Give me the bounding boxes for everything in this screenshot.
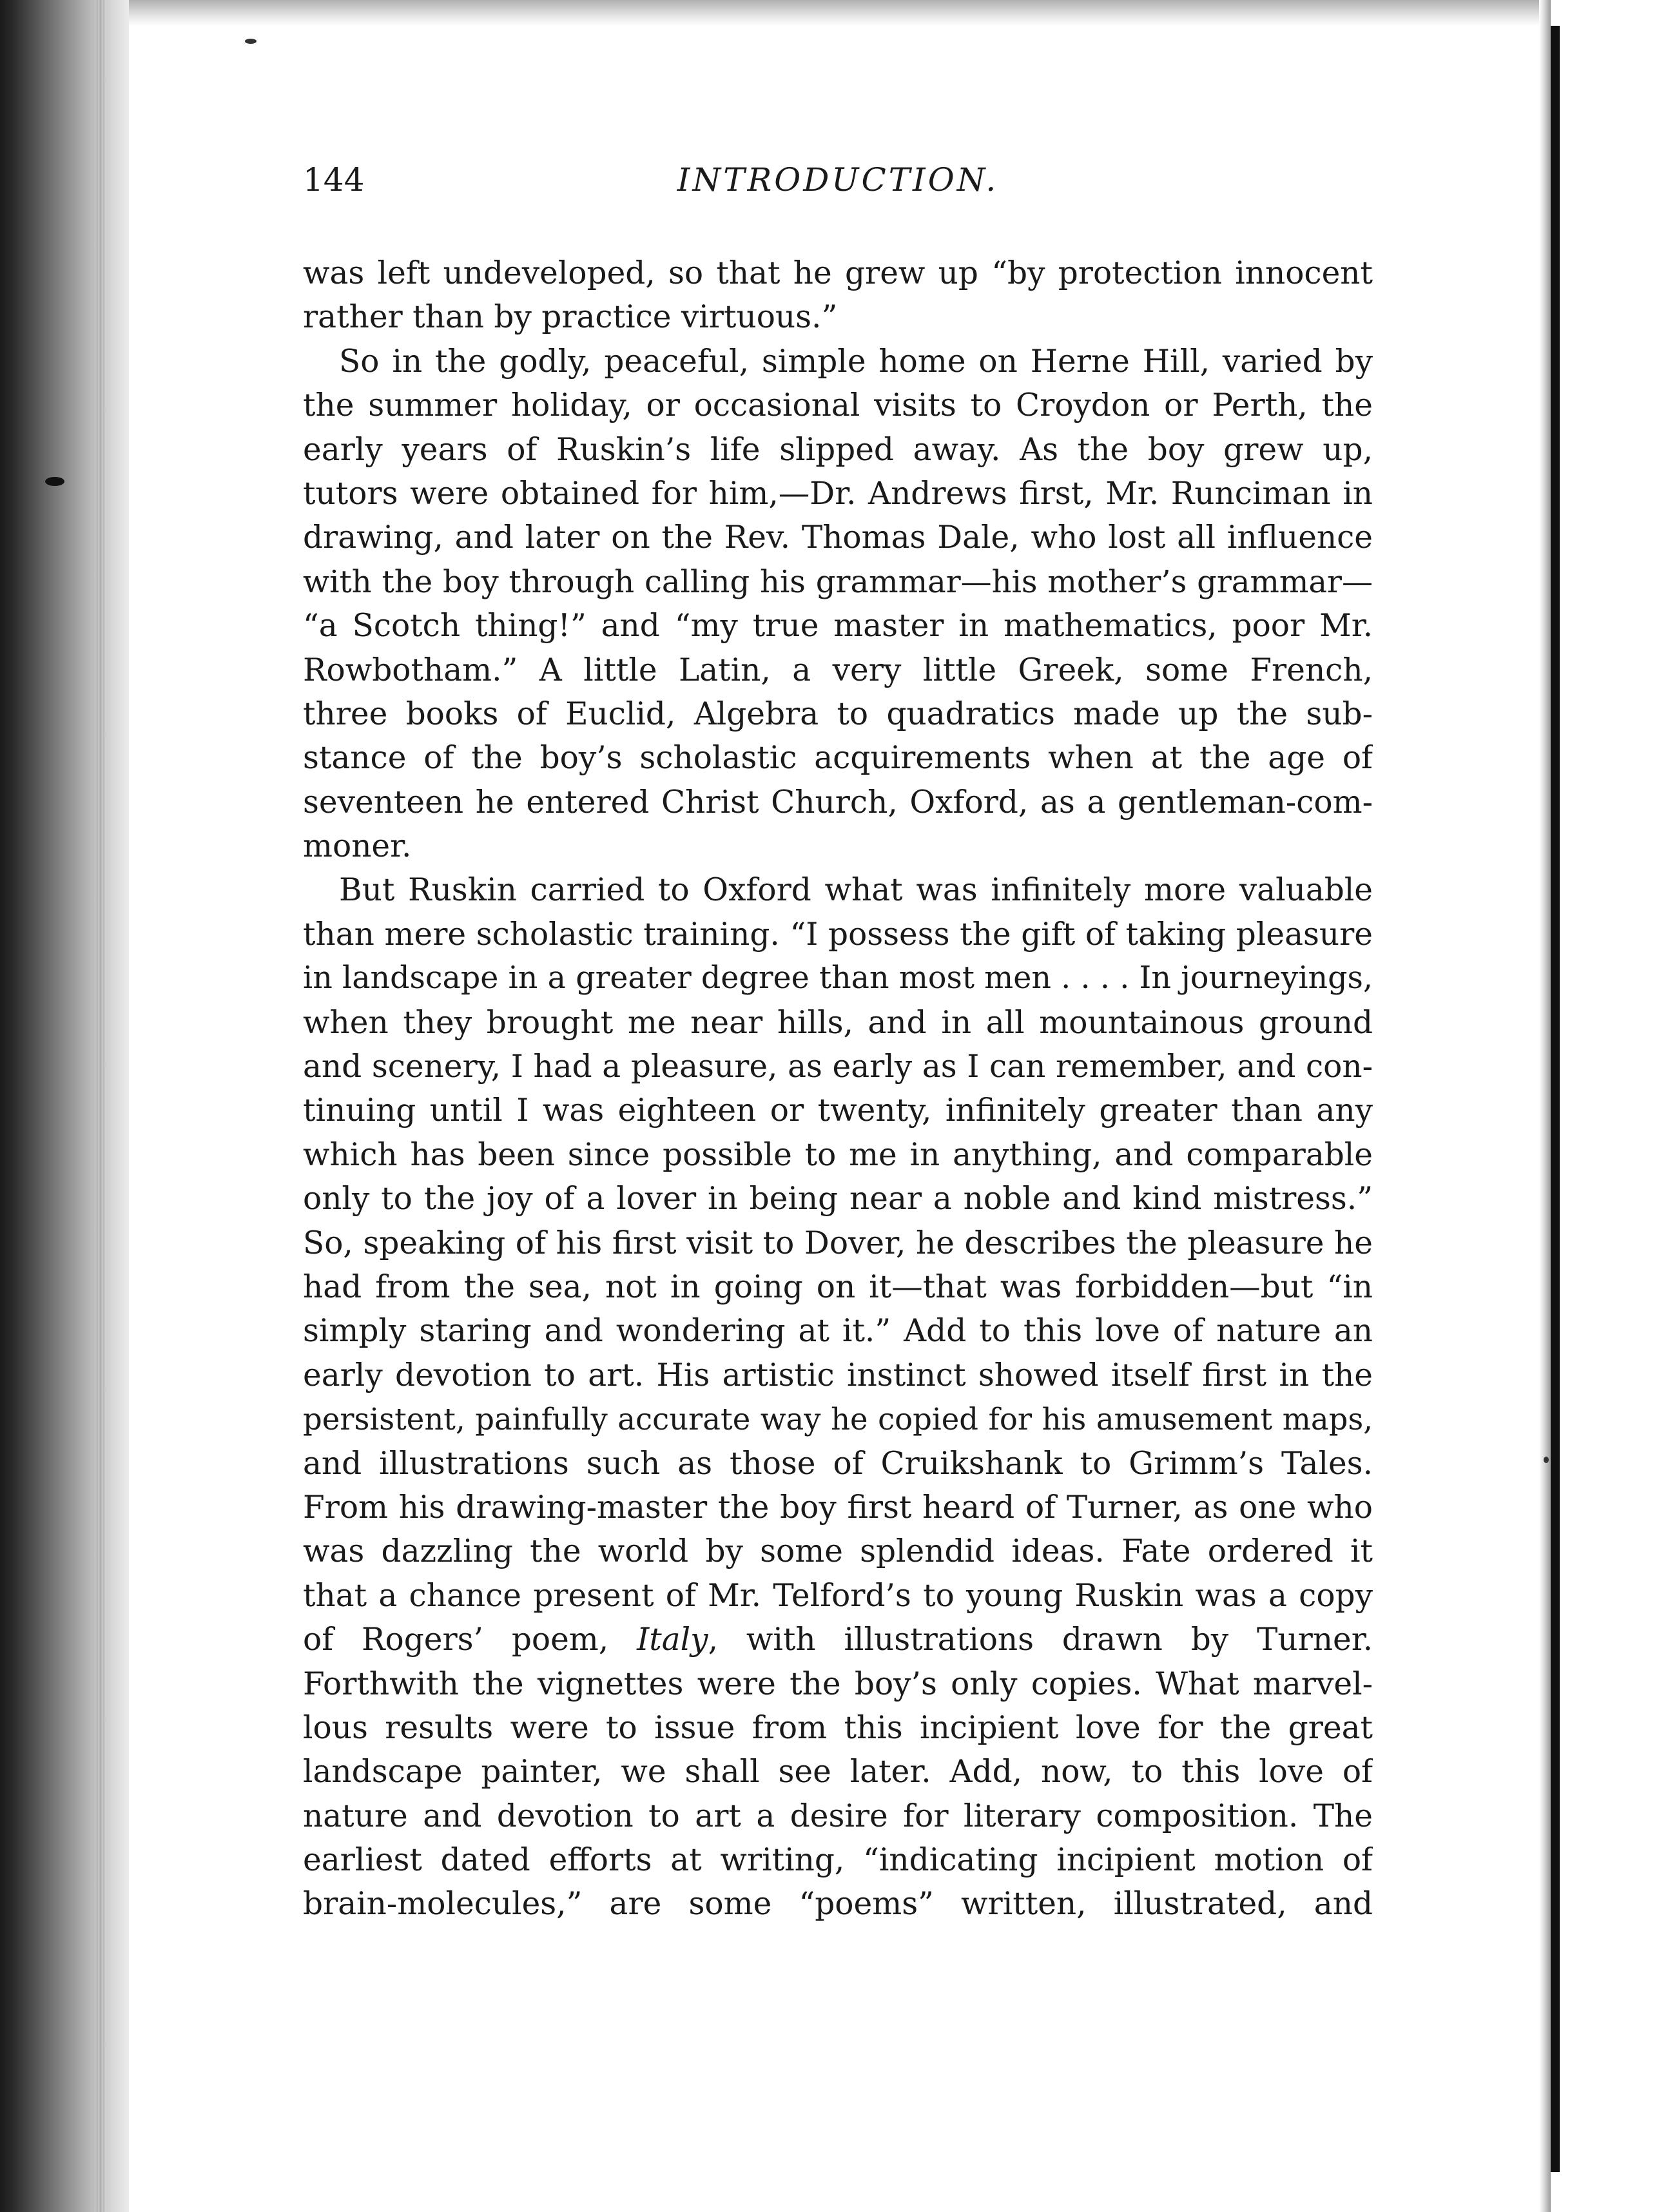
text-line: three books of Euclid, Algebra to quadratics made up the sub- bbox=[303, 695, 1373, 732]
scan-speck bbox=[245, 39, 257, 44]
text-line: persistent, painfully accurate way he copied for his amusement maps, bbox=[303, 1402, 1373, 1437]
text-line: was dazzling the world by some splendid ideas. Fate ordered it bbox=[303, 1533, 1373, 1570]
book-page bbox=[303, 155, 1373, 1926]
text-line: had from the sea, not in going on it—that was forbidden—but “in bbox=[303, 1268, 1373, 1305]
text-line: with the boy through calling his grammar—his mother’s grammar— bbox=[303, 563, 1373, 600]
text-line: early years of Ruskin’s life slipped away. As the boy grew up, bbox=[303, 431, 1373, 468]
text-line: lous results were to issue from this incipient love for the great bbox=[303, 1709, 1373, 1746]
text-line: earliest dated efforts at writing, “indicating incipient motion of bbox=[303, 1842, 1373, 1879]
text-line: and scenery, I had a pleasure, as early as I can remember, and con- bbox=[303, 1049, 1373, 1085]
text-line: tinuing until I was eighteen or twenty, infinitely greater than any bbox=[303, 1092, 1373, 1129]
body-text bbox=[303, 251, 1373, 1926]
scan-speck bbox=[45, 477, 64, 486]
page-number: 144 bbox=[303, 161, 365, 199]
text-line: and illustrations such as those of Cruikshank to Grimm’s Tales. bbox=[303, 1445, 1373, 1482]
scan-speck bbox=[1544, 1457, 1549, 1463]
adjacent-page-edge bbox=[1551, 26, 1560, 2172]
text-line: Rowbotham.” A little Latin, a very little Greek, some French, bbox=[303, 652, 1373, 688]
text-line: But Ruskin carried to Oxford what was infinitely more valuable bbox=[339, 872, 1373, 909]
text-line: that a chance present of Mr. Telford’s to young Ruskin was a copy bbox=[303, 1577, 1373, 1614]
book-binding-edge bbox=[0, 0, 129, 2212]
text-line: the summer holiday, or occasional visits to Croydon or Perth, the bbox=[303, 387, 1373, 424]
text-line: moner. bbox=[303, 828, 412, 865]
text-line: stance of the boy’s scholastic acquirements when at the age of bbox=[303, 740, 1373, 777]
text-line: So, speaking of his first visit to Dover, he describes the pleasure he bbox=[303, 1225, 1373, 1261]
text-line: drawing, and later on the Rev. Thomas Dale, who lost all influence bbox=[303, 519, 1373, 556]
text-line: “a Scotch thing!” and “my true master in mathematics, poor Mr. bbox=[303, 608, 1373, 645]
text-line: brain-molecules,” are some “poems” written, illustrated, and bbox=[303, 1886, 1373, 1923]
text-line: in landscape in a greater degree than most men . . . . In journeyings, bbox=[303, 960, 1373, 996]
text-line: simply staring and wondering at it.” Add to this love of nature an bbox=[303, 1313, 1373, 1350]
text-line: Forthwith the vignettes were the boy’s only copies. What marvel- bbox=[303, 1665, 1373, 1702]
text-line: early devotion to art. His artistic instinct showed itself first in the bbox=[303, 1357, 1373, 1393]
text-line: only to the joy of a lover in being near a noble and kind mistress.” bbox=[303, 1181, 1373, 1218]
running-head: INTRODUCTION. bbox=[677, 161, 999, 199]
text-line: than mere scholastic training. “I possess the gift of taking pleasure bbox=[303, 916, 1373, 953]
page-header bbox=[303, 155, 1373, 213]
text-line: was left undeveloped, so that he grew up “by protection innocent bbox=[303, 255, 1373, 291]
text-line: From his drawing-master the boy first heard of Turner, as one who bbox=[303, 1489, 1373, 1526]
text-line: landscape painter, we shall see later. Add, now, to this love of bbox=[303, 1754, 1373, 1790]
page-fold-shadow bbox=[1539, 0, 1551, 2212]
text-line: tutors were obtained for him,—Dr. Andrews first, Mr. Runciman in bbox=[303, 475, 1373, 512]
text-line: when they brought me near hills, and in all mountainous ground bbox=[303, 1004, 1373, 1041]
text-line: rather than by practice virtuous.” bbox=[303, 299, 838, 336]
text-line: of Rogers’ poem, Italy, with illustrations drawn by Turner. bbox=[303, 1622, 1373, 1658]
text-line: nature and devotion to art a desire for literary composition. The bbox=[303, 1798, 1373, 1834]
page-top-shadow bbox=[129, 0, 1547, 26]
text-line: which has been since possible to me in anything, and comparable bbox=[303, 1136, 1373, 1173]
text-line: So in the godly, peaceful, simple home on Herne Hill, varied by bbox=[339, 343, 1373, 380]
text-line: seventeen he entered Christ Church, Oxford, as a gentleman-com- bbox=[303, 784, 1373, 820]
right-margin bbox=[1560, 0, 1668, 2212]
italic-title: Italy bbox=[637, 1622, 708, 1658]
